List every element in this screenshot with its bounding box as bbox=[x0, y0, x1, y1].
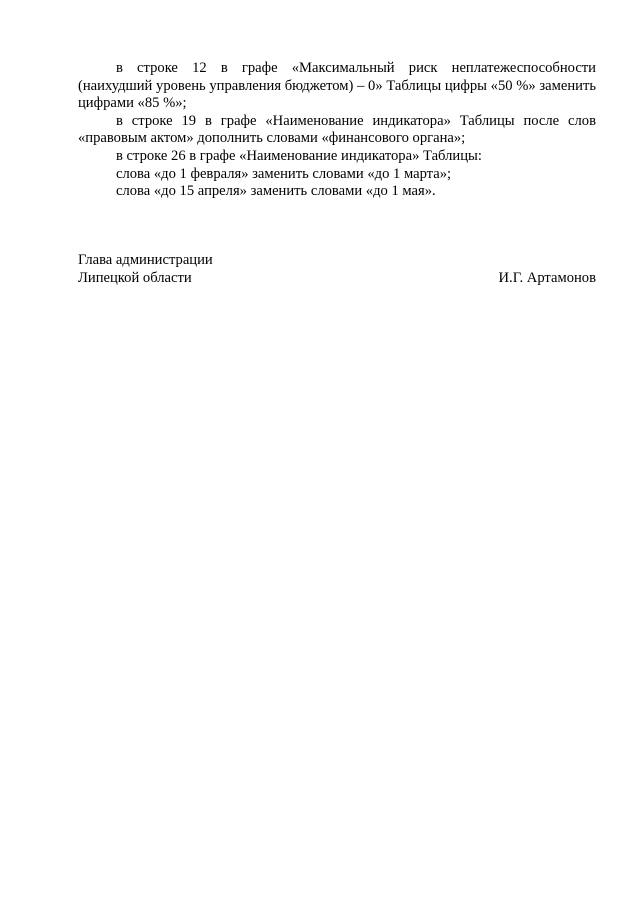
paragraph-row-12: в строке 12 в графе «Максимальный риск неплатежеспособности (наихудший уровень управления бюджетом) – 0» Таблицы цифры «50 %» заменить цифрами «85 %»; bbox=[78, 60, 596, 112]
signature-block bbox=[78, 252, 596, 287]
signature-position-title: Глава администрации bbox=[78, 252, 213, 268]
paragraph-april-replacement: слова «до 15 апреля» заменить словами «до 1 мая». bbox=[116, 183, 436, 200]
signature-position-line-1 bbox=[78, 252, 596, 270]
signature-name: И.Г. Артамонов bbox=[498, 269, 596, 286]
paragraph-february-replacement: слова «до 1 февраля» заменить словами «до 1 марта»; bbox=[116, 165, 452, 182]
signature-region: Липецкой области bbox=[78, 269, 192, 286]
paragraph-row-26: в строке 26 в графе «Наименование индикатора» Таблицы: bbox=[116, 147, 482, 164]
signature-position-line-2 bbox=[78, 270, 596, 288]
document-body bbox=[78, 60, 596, 201]
paragraph-row-19: в строке 19 в графе «Наименование индикатора» Таблицы после слов «правовым актом» дополнить словами «финансового органа»; bbox=[78, 112, 596, 147]
